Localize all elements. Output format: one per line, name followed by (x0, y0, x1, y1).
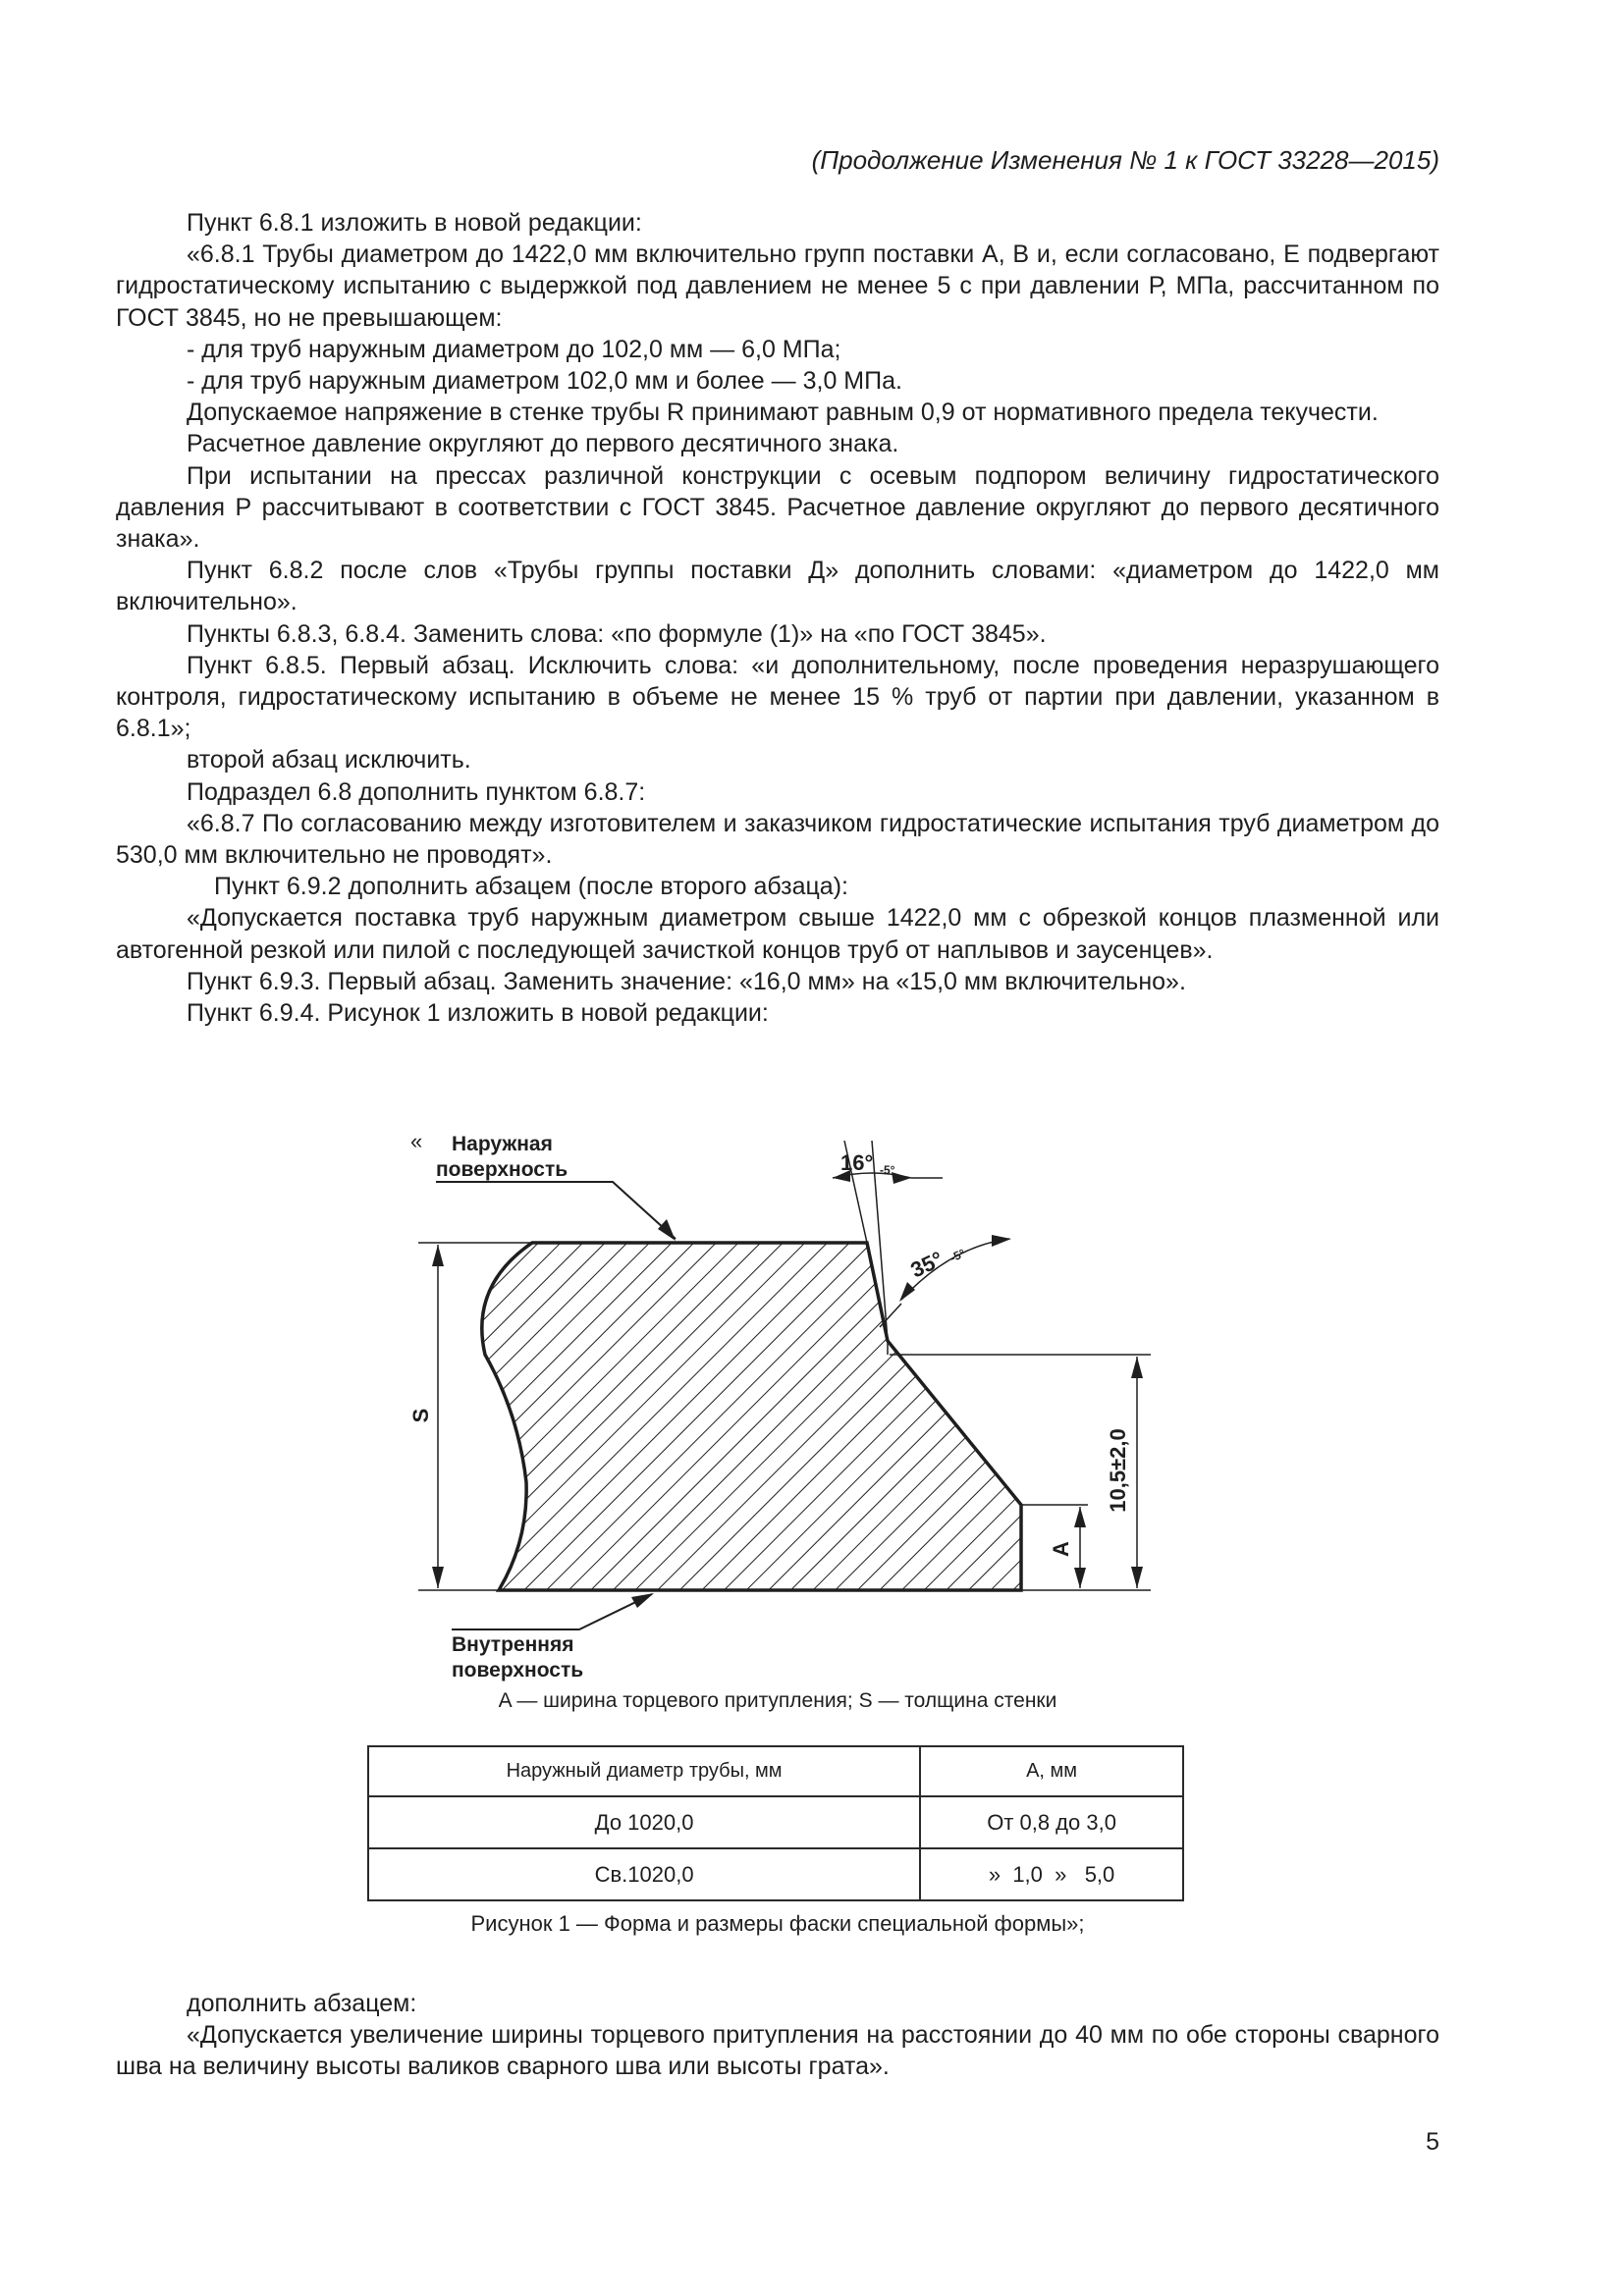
table-cell: » 1,0 » 5,0 (920, 1848, 1183, 1900)
paragraph: Пункт 6.8.1 изложить в новой редакции: (187, 209, 642, 237)
s-dimension-label: S (408, 1408, 433, 1423)
angle-35-tolerance: -5° (947, 1246, 968, 1265)
angle-35-arrow (992, 1235, 1011, 1247)
open-quote: « (410, 1129, 423, 1153)
angle-16-label: 16° (840, 1150, 874, 1175)
paragraph: При испытании на прессах различной конструкции с осевым подпором величину гидростатического давления Р рассчитывают в соответствии с ГОСТ 3845. Расчетное давление округляют до первого десятичного знака». (116, 461, 1439, 554)
paragraph: второй абзац исключить. (187, 746, 471, 774)
a-arrow-top (1074, 1507, 1086, 1527)
inner-surface-label: поверхность (452, 1659, 584, 1682)
paragraph: Пункт 6.9.4. Рисунок 1 изложить в новой редакции: (187, 999, 769, 1028)
s-arrow-bottom (432, 1567, 444, 1588)
paragraph: Пункт 6.8.2 после слов «Трубы группы поставки Д» дополнить словами: «диаметром до 1422,0 мм включительно». (116, 557, 1439, 616)
table-cell: До 1020,0 (368, 1796, 920, 1848)
chamfer-table (367, 1745, 1184, 1901)
paragraph: Пункт 6.8.5. Первый абзац. Исключить слова: «и дополнительному, после проведения неразрушающего контроля, гидростатическому испытанию в объеме не менее 15 % труб от партии при давлении, указанном в 6.8.1»; (116, 651, 1439, 743)
inner-surface-label: Внутренняя (452, 1633, 574, 1656)
height-dimension-label: 10,5±2,0 (1106, 1428, 1130, 1513)
paragraph: Пункт 6.9.2 дополнить абзацем (после второго абзаца): (214, 873, 848, 901)
paragraph: «6.8.7 По согласованию между изготовителем и заказчиком гидростатические испытания труб диаметром до 530,0 мм включительно не проводят». (116, 809, 1439, 870)
table-header-cell: Наружный диаметр трубы, мм (368, 1746, 920, 1796)
paragraph: «Допускается поставка труб наружным диаметром свыше 1422,0 мм с обрезкой концов плазменной или автогенной резкой или пилой с последующей зачисткой концов труб от наплывов и заусенцев». (116, 904, 1439, 964)
paragraph: дополнить абзацем: (187, 1990, 417, 2017)
body-text (116, 207, 1439, 1029)
table-header-cell: A, мм (920, 1746, 1183, 1796)
s-arrow-top (432, 1245, 444, 1266)
paragraph: Пункты 6.8.3, 6.8.4. Заменить слова: «по формуле (1)» на «по ГОСТ 3845». (187, 619, 1047, 648)
figure-1 (116, 1109, 1439, 1887)
paragraph: Пункт 6.9.3. Первый абзац. Заменить значение: «16,0 мм» на «15,0 мм включительно». (187, 967, 1186, 995)
page-number: 5 (1426, 2128, 1439, 2156)
pipe-wall-section (482, 1243, 1021, 1590)
inner-surface-leader (452, 1594, 652, 1629)
height-arrow-bottom (1131, 1567, 1143, 1588)
table-header-row (368, 1746, 1183, 1796)
outer-surface-label: Наружная (452, 1133, 553, 1155)
paragraph: - для труб наружным диаметром до 102,0 мм — 6,0 МПа; (187, 335, 841, 363)
paragraph: «Допускается увеличение ширины торцевого притупления на расстоянии до 40 мм по обе стороны сварного шва на величину высоты валиков сварного шва или высоты грата». (116, 2021, 1439, 2081)
figure-legend: A — ширина торцевого притупления; S — толщина стенки (498, 1689, 1057, 1712)
angle-16-tolerance: -5° (880, 1163, 895, 1177)
continuation-header: (Продолжение Изменения № 1 к ГОСТ 33228—2015) (811, 145, 1439, 175)
angle-35-arrow-left (899, 1282, 915, 1302)
angle-35-label: 35° (906, 1246, 947, 1283)
outer-surface-arrow (658, 1219, 676, 1241)
outer-surface-label: поверхность (436, 1158, 568, 1181)
paragraph: Допускаемое напряжение в стенке трубы R принимают равным 0,9 от нормативного предела текучести. (187, 399, 1379, 427)
a-arrow-bottom (1074, 1568, 1086, 1588)
paragraph: «6.8.1 Трубы диаметром до 1422,0 мм включительно групп поставки А, В и, если согласовано, Е подвергают гидростатическому испытанию с выдержкой под давлением не менее 5 с при давлении Р, МПа, рассчитанном по ГОСТ 3845, но не превышающем: (116, 240, 1439, 332)
table-cell: От 0,8 до 3,0 (920, 1796, 1183, 1848)
tail-text (116, 1988, 1439, 2083)
figure-caption: Рисунок 1 — Форма и размеры фаски специальной формы»; (470, 1911, 1085, 1936)
paragraph: - для труб наружным диаметром 102,0 мм и более — 3,0 МПа. (187, 367, 902, 396)
bevel-drawing (116, 1109, 1439, 1688)
document-page (116, 0, 1439, 2296)
inner-surface-arrow (631, 1593, 654, 1608)
table-row (368, 1796, 1183, 1848)
a-dimension-label: A (1049, 1541, 1073, 1557)
outer-surface-leader (436, 1182, 676, 1239)
table-cell: Св.1020,0 (368, 1848, 920, 1900)
table-row (368, 1848, 1183, 1900)
paragraph: Подраздел 6.8 дополнить пунктом 6.8.7: (187, 777, 646, 806)
paragraph: Расчетное давление округляют до первого десятичного знака. (187, 430, 899, 458)
height-arrow-top (1131, 1357, 1143, 1378)
